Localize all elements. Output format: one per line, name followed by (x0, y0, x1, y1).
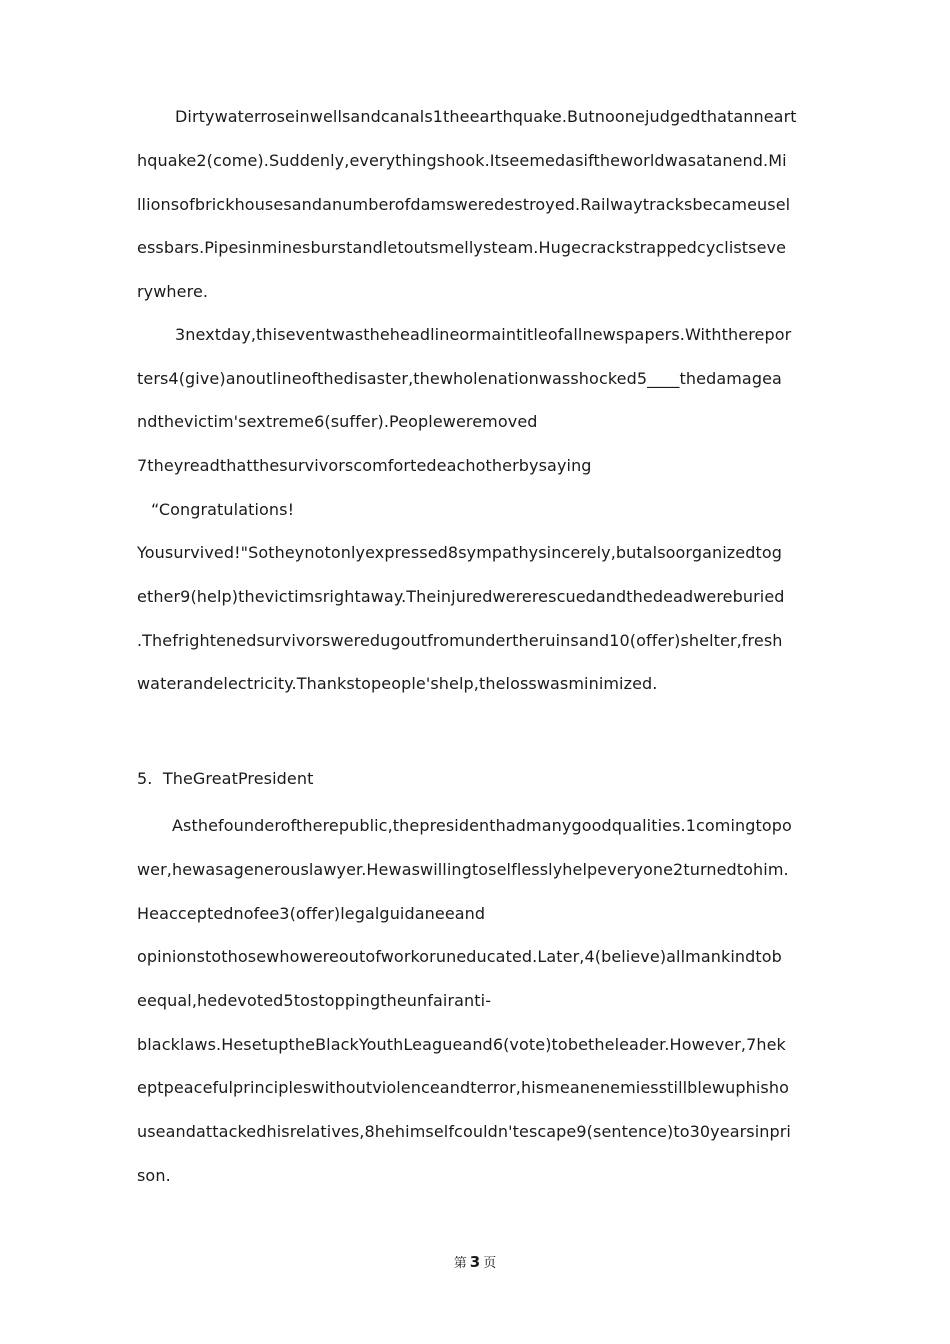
paragraph-line: rywhere. (137, 282, 209, 301)
paragraph-line: wer,hewasagenerouslawyer.Hewaswillingtoselflesslyhelpeveryone2turnedtohim. (137, 860, 789, 879)
paragraph-line: hquake2(come).Suddenly,everythingshook.Itseemedasiftheworldwasatanend.Mi (137, 151, 787, 170)
paragraph-line: opinionstothosewhowereoutofworkoruneducated.Later,4(believe)allmankindtob (137, 947, 782, 966)
paragraph-line: 7theyreadthatthesurvivorscomfortedeachotherbysaying (137, 456, 592, 475)
page-number: 3 (469, 1253, 481, 1271)
section-number: 5. (137, 769, 153, 788)
paragraph-line: 3nextday,thiseventwastheheadlineormaintitleofallnewspapers.Withtherepor (175, 325, 792, 344)
paragraph-line: ters4(give)anoutlineofthedisaster,thewholenationwasshocked5____thedamagea (137, 369, 782, 388)
paragraph-line: “Congratulations! (151, 500, 295, 519)
paragraph-line: waterandelectricity.Thankstopeople'shelp,thelosswasminimized. (137, 674, 658, 693)
paragraph-line: blacklaws.HesetuptheBlackYouthLeagueand6(vote)tobetheleader.However,7hek (137, 1035, 786, 1054)
paragraph-line: Dirtywaterroseinwellsandcanals1theearthquake.Butnoonejudgedthatanneart (175, 107, 797, 126)
paragraph-line: Yousurvived!"Sotheynotonlyexpressed8sympathysincerely,butalsoorganizedtog (137, 543, 782, 562)
paragraph-line: essbars.Pipesinminesburstandletoutsmellysteam.Hugecrackstrappedcyclistseve (137, 238, 787, 257)
paragraph-line: Heacceptednofee3(offer)legalguidaneeand (137, 904, 486, 923)
paragraph-line: llionsofbrickhousesandanumberofdamsweredestroyed.Railwaytracksbecameusel (137, 195, 791, 214)
paragraph-line: ndthevictim'sextreme6(suffer).Peopleweremoved (137, 412, 538, 431)
paragraph-line: .Thefrightenedsurvivorsweredugoutfromundertheruinsand10(offer)shelter,fresh (137, 631, 783, 650)
paragraph-line: eequal,hedevoted5tostoppingtheunfairanti- (137, 991, 492, 1010)
paragraph-line: eptpeacefulprincipleswithoutviolenceandterror,hismeanenemiesstillblewuphisho (137, 1078, 789, 1097)
page-footer (0, 1253, 950, 1273)
paragraph-line: Asthefounderoftherepublic,thepresidenthadmanygoodqualities.1comingtopo (172, 816, 792, 835)
section-heading (137, 769, 837, 789)
footer-suffix: 页 (483, 1256, 497, 1271)
paragraph-line: ether9(help)thevictimsrightaway.Theinjuredwererescuedandthedeadwereburied (137, 587, 785, 606)
paragraph-line: useandattackedhisrelatives,8hehimselfcouldn'tescape9(sentence)to30yearsinpri (137, 1122, 791, 1141)
section-title: TheGreatPresident (162, 769, 314, 788)
footer-prefix: 第 (453, 1256, 467, 1271)
paragraph-line: son. (137, 1166, 171, 1185)
